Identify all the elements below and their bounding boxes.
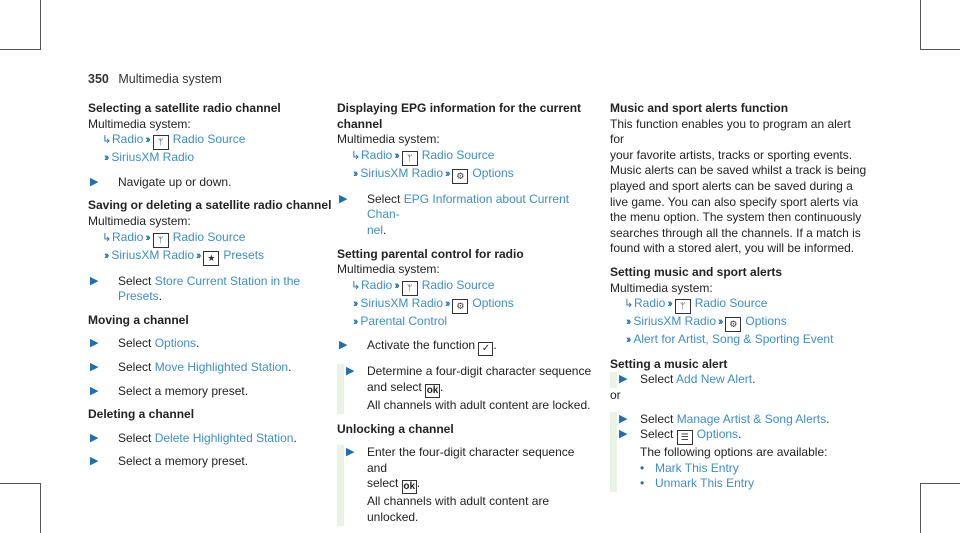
menu-path — [337, 314, 595, 331]
step-arrow-icon: ▶ — [90, 455, 99, 468]
menu-link-radio[interactable]: Radio — [361, 147, 393, 162]
step: ▶ Activate the function ✓ . — [339, 338, 497, 355]
menu-path — [337, 296, 595, 314]
menu-link-radio-source[interactable]: Radio Source — [694, 296, 768, 311]
chevron-right-icon: ›› — [196, 249, 200, 262]
step-arrow-icon: ▶ — [346, 365, 355, 378]
menu-path — [88, 248, 346, 266]
option-delete-station[interactable]: Delete Highlighted Station — [154, 430, 294, 445]
chevron-right-icon: ›› — [445, 167, 449, 180]
chevron-right-icon: ›› — [718, 316, 722, 329]
path-hook-icon: ↳ — [102, 134, 112, 147]
step-block — [337, 445, 595, 525]
step: ▶ Select a memory preset. — [90, 383, 249, 398]
chevron-right-icon: ›› — [145, 231, 149, 244]
menu-link-parental-control[interactable]: Parental Control — [360, 313, 448, 328]
step-arrow-icon: ▶ — [90, 274, 99, 287]
star-icon: ★ — [203, 251, 219, 266]
step-arrow-icon: ▶ — [90, 360, 99, 373]
menu-path — [88, 150, 346, 167]
text: Multimedia system: — [337, 262, 440, 277]
chevron-right-icon: ›› — [667, 298, 671, 311]
step: ▶ Select a memory preset. — [90, 454, 249, 469]
antenna-icon: ᛘ — [675, 299, 691, 314]
column-3 — [610, 101, 868, 492]
step: ▶ Navigate up or down. — [90, 174, 232, 189]
gear-icon: ⚙ — [452, 299, 468, 314]
step-block — [610, 412, 868, 492]
step: ▶ Select Options. — [90, 336, 200, 351]
menu-link-radio[interactable]: Radio — [112, 229, 144, 244]
crop-mark — [0, 49, 40, 50]
chevron-right-icon: ›› — [394, 279, 398, 292]
chevron-right-icon: ›› — [394, 149, 398, 162]
menu-link-options[interactable]: Options — [745, 314, 787, 329]
step-arrow-icon: ▶ — [339, 339, 348, 352]
step: ▶ Select EPG Information about Current Chan- nel. — [339, 191, 570, 237]
option-unmark-entry[interactable]: Unmark This Entry — [655, 476, 755, 491]
menu-link-siriusxm[interactable]: SiriusXM Radio — [360, 295, 444, 310]
heading: Setting a music alert — [610, 356, 728, 371]
heading: Unlocking a channel — [337, 421, 454, 436]
option-store-station[interactable]: Store Current Station in the Presets — [118, 273, 301, 304]
text: Multimedia system: — [88, 213, 191, 228]
page-number: 350 — [88, 72, 109, 86]
step-block — [610, 372, 868, 388]
menu-link-radio[interactable]: Radio — [361, 277, 393, 292]
menu-link-radio-source[interactable]: Radio Source — [421, 277, 495, 292]
step-arrow-icon: ▶ — [619, 412, 628, 425]
path-hook-icon: ↳ — [351, 279, 361, 292]
menu-link-radio-source[interactable]: Radio Source — [172, 229, 246, 244]
crop-mark — [0, 483, 40, 484]
menu-path — [337, 166, 595, 184]
heading: Music and sport alerts function — [610, 101, 789, 115]
step-arrow-icon: ▶ — [619, 373, 628, 386]
step: ▶ Enter the four-digit character sequence and select ok . All channels with adult content are unlocked. — [346, 445, 575, 524]
step-arrow-icon: ▶ — [90, 175, 99, 188]
page-header — [88, 72, 222, 86]
heading: Moving a channel — [88, 312, 189, 327]
menu-path — [337, 148, 595, 166]
text-line: This function enables you to program an alert for — [610, 116, 851, 147]
menu-link-radio[interactable]: Radio — [634, 296, 666, 311]
chevron-right-icon: ›› — [104, 249, 108, 262]
heading: Saving or deleting a satellite radio channel — [88, 198, 332, 213]
menu-link-options[interactable]: Options — [472, 165, 514, 180]
text-line: played and sport alerts can be saved during a — [610, 178, 853, 193]
option-move-station[interactable]: Move Highlighted Station — [154, 359, 289, 374]
menu-link-alert[interactable]: Alert for Artist, Song & Sporting Event — [633, 332, 834, 347]
column-2 — [337, 101, 595, 526]
antenna-icon: ᛘ — [153, 135, 169, 150]
path-hook-icon: ↳ — [351, 149, 361, 162]
menu-path — [88, 132, 346, 150]
step: ▶ Select Store Current Station in the Presets. — [90, 273, 301, 304]
step-arrow-icon: ▶ — [346, 446, 355, 459]
menu-link-siriusxm[interactable]: SiriusXM Radio — [111, 150, 195, 165]
option-mark-entry[interactable]: Mark This Entry — [655, 460, 739, 475]
heading: Selecting a satellite radio channel — [88, 101, 281, 115]
text-line: live game. You can also specify sport alerts via — [610, 194, 859, 209]
step-arrow-icon: ▶ — [90, 431, 99, 444]
path-hook-icon: ↳ — [624, 298, 634, 311]
menu-link-options[interactable]: Options — [472, 295, 514, 310]
chevron-right-icon: ›› — [626, 316, 630, 329]
checkbox-icon: ✓ — [478, 342, 493, 356]
step-arrow-icon: ▶ — [90, 337, 99, 350]
text: or — [610, 387, 621, 402]
text-line: Music alerts can be saved whilst a track is being — [610, 163, 867, 178]
chevron-right-icon: ›› — [104, 152, 108, 165]
text-line: your favorite artists, tracks or sporting events. — [610, 147, 853, 162]
text-line: searches through all the channels. If a match is — [610, 225, 861, 240]
menu-link-siriusxm[interactable]: SiriusXM Radio — [111, 247, 195, 262]
chevron-right-icon: ›› — [626, 334, 630, 347]
step-arrow-icon: ▶ — [339, 192, 348, 205]
section-title: Multimedia system — [118, 72, 222, 86]
step: ▶ Select Manage Artist & Song Alerts. — [619, 411, 830, 426]
bullet-icon: • — [640, 460, 645, 475]
crop-mark — [920, 0, 921, 50]
step: ▶ Select Move Highlighted Station. — [90, 359, 292, 374]
step-block — [337, 364, 595, 413]
column-1 — [88, 101, 346, 470]
text: Multimedia system: — [337, 132, 440, 147]
menu-link-radio-source[interactable]: Radio Source — [421, 147, 495, 162]
chevron-right-icon: ›› — [353, 297, 357, 310]
step: ▶ Select Delete Highlighted Station. — [90, 430, 297, 445]
heading: Setting parental control for radio — [337, 246, 524, 261]
heading: Displaying EPG information for the current channel — [337, 101, 582, 131]
menu-path — [610, 332, 868, 349]
text-line: found with a stored alert, you will be informed. — [610, 241, 855, 256]
text: Multimedia system: — [610, 280, 713, 295]
list-options-icon: ☰ — [677, 430, 693, 445]
menu-link-radio-source[interactable]: Radio Source — [172, 132, 246, 147]
menu-link-siriusxm[interactable]: SiriusXM Radio — [360, 165, 444, 180]
menu-path — [610, 314, 868, 332]
menu-link-siriusxm[interactable]: SiriusXM Radio — [633, 314, 717, 329]
crop-mark — [920, 483, 921, 533]
option-epg-info[interactable]: EPG Information about Current Chan- — [367, 191, 570, 222]
ok-icon: ok — [403, 481, 416, 493]
chevron-right-icon: ›› — [353, 315, 357, 328]
text-line: the menu option. The system then continuously — [610, 210, 862, 225]
option-epg-info-cont[interactable]: nel — [367, 222, 384, 237]
step-arrow-icon: ▶ — [90, 384, 99, 397]
option-add-alert[interactable]: Add New Alert — [676, 372, 753, 387]
path-hook-icon: ↳ — [102, 231, 112, 244]
crop-mark — [40, 483, 41, 533]
menu-link-presets[interactable]: Presets — [223, 247, 265, 262]
crop-mark — [920, 483, 960, 484]
list-item — [617, 476, 868, 492]
option-options[interactable]: Options — [696, 427, 739, 442]
text: Multimedia system: — [88, 116, 191, 131]
list-item — [617, 461, 868, 477]
note: All channels with adult content are unlocked. — [367, 494, 550, 524]
note: The following options are available: — [640, 445, 828, 460]
note: All channels with adult content are locked. — [367, 397, 591, 412]
step: ▶ Determine a four-digit character sequence and select ok . All channels with adult content are locked. — [346, 364, 592, 412]
ok-icon: ok — [426, 384, 439, 396]
crop-mark — [40, 0, 41, 50]
menu-link-radio[interactable]: Radio — [112, 132, 144, 147]
step-arrow-icon: ▶ — [619, 428, 628, 441]
chevron-right-icon: ›› — [145, 134, 149, 147]
antenna-icon: ᛘ — [402, 151, 418, 166]
heading: Deleting a channel — [88, 407, 195, 422]
gear-icon: ⚙ — [452, 169, 468, 184]
chevron-right-icon: ›› — [445, 297, 449, 310]
antenna-icon: ᛘ — [153, 233, 169, 248]
crop-mark — [920, 49, 960, 50]
option-manage-alerts[interactable]: Manage Artist & Song Alerts — [676, 411, 827, 426]
bullet-icon: • — [640, 476, 645, 491]
antenna-icon: ᛘ — [402, 281, 418, 296]
option-options[interactable]: Options — [154, 336, 197, 351]
heading: Setting music and sport alerts — [610, 264, 783, 279]
gear-icon: ⚙ — [725, 317, 741, 332]
menu-path — [88, 230, 346, 248]
menu-path — [337, 278, 595, 296]
step: ▶ Select Add New Alert. — [619, 372, 756, 387]
menu-path — [610, 296, 868, 314]
chevron-right-icon: ›› — [353, 167, 357, 180]
step: ▶ Select ☰ Options. — [617, 427, 868, 445]
